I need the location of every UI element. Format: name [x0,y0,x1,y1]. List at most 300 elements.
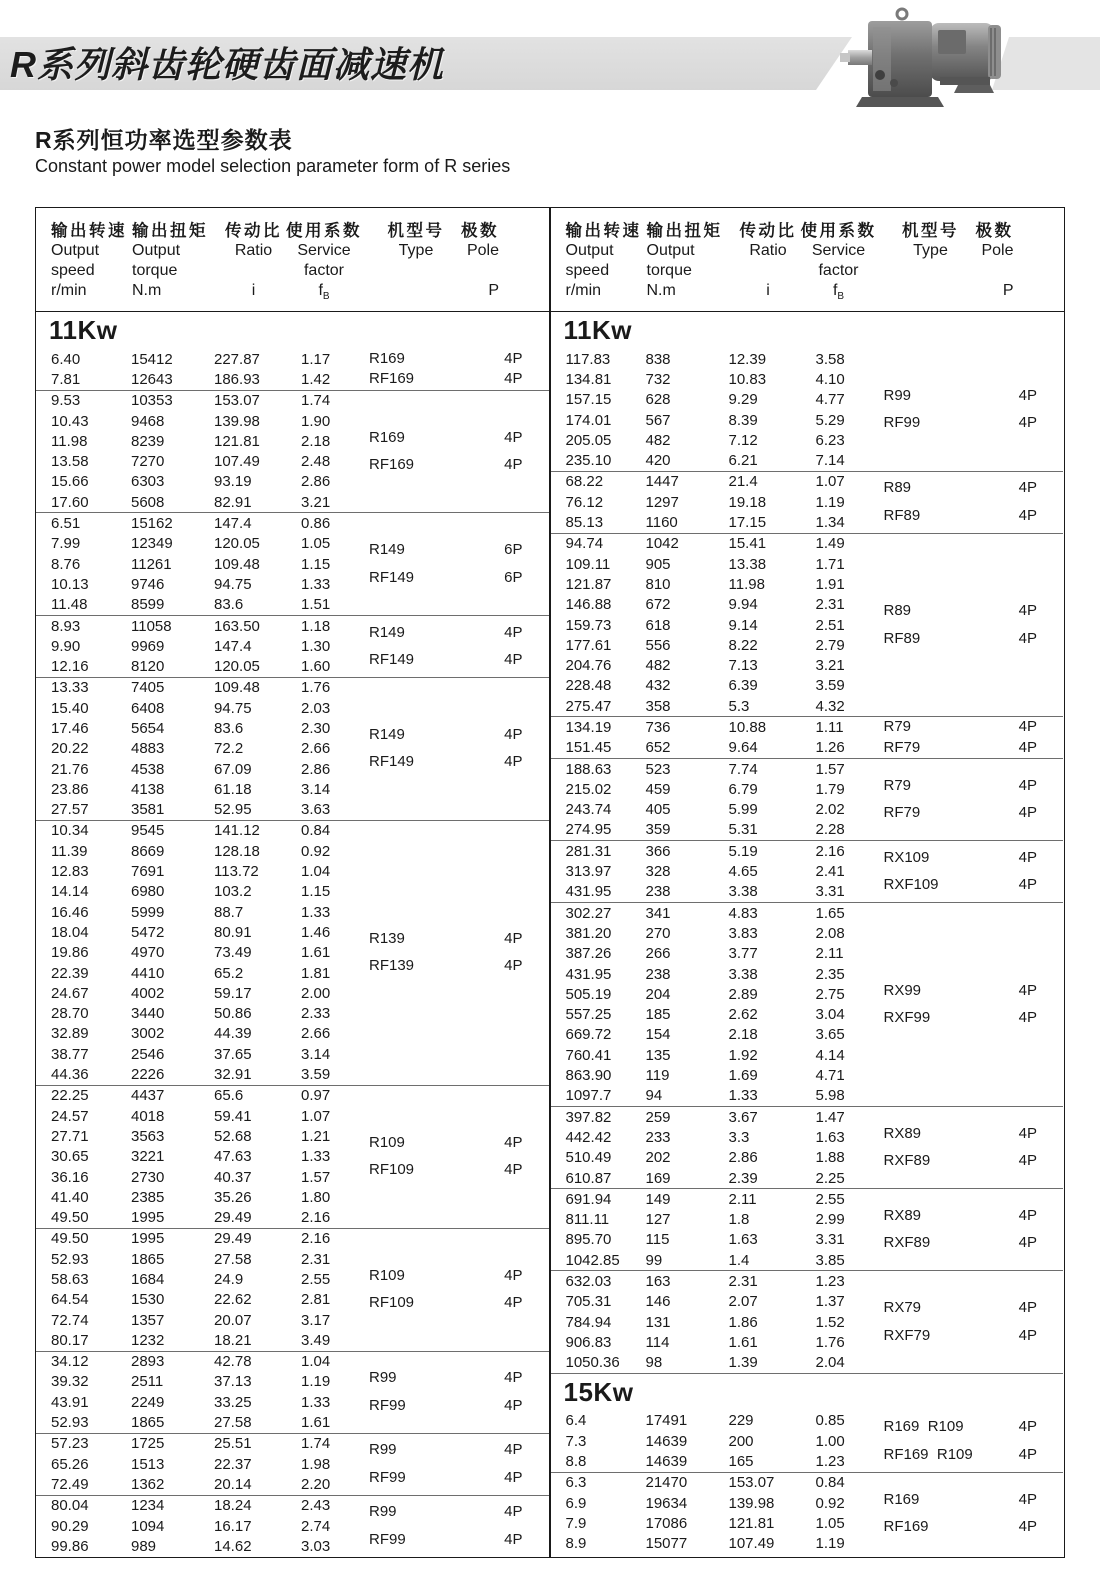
cell-output-speed: 72.49 [51,1475,89,1493]
cell-output-speed: 275.47 [565,697,612,715]
model-group [551,1472,1064,1554]
cell-output-torque: 1232 [131,1331,165,1349]
cell-ratio: 3.3 [728,1128,750,1146]
col-header-pole [421,221,499,301]
cell-ratio: 153.07 [728,1474,775,1492]
cell-ratio: 9.94 [728,596,758,614]
cell-service-factor: 1.76 [301,679,331,697]
cell-ratio: 7.74 [728,760,758,778]
model-type-block [884,1107,1064,1188]
model-group [551,1411,1064,1472]
model-type-line [884,413,1064,433]
cell-ratio: 29.49 [214,1209,252,1227]
cell-service-factor: 3.63 [301,801,331,819]
cell-service-factor: 3.31 [815,1231,845,1249]
cell-output-speed: 38.77 [51,1045,89,1063]
model-type-line [884,738,1064,758]
cell-output-speed: 274.95 [565,821,612,839]
cell-output-torque: 1865 [131,1250,165,1268]
cell-output-torque: 204 [645,985,671,1003]
cell-output-torque: 1234 [131,1497,165,1515]
cell-output-speed: 1050.36 [565,1354,620,1372]
model-type-block [369,821,549,1085]
cell-output-torque: 8669 [131,842,165,860]
cell-ratio: 1.92 [728,1046,758,1064]
cell-output-torque: 6980 [131,883,165,901]
model-type: RF169 [369,370,415,388]
pole-count: 6P [504,568,523,586]
cell-service-factor: 1.49 [815,535,845,553]
cell-ratio: 27.58 [214,1414,252,1432]
cell-output-speed: 30.65 [51,1148,89,1166]
cell-output-speed: 205.05 [565,431,612,449]
cell-service-factor: 2.66 [301,1025,331,1043]
cell-output-speed: 174.01 [565,411,612,429]
cell-output-speed: 281.31 [565,842,612,860]
cell-output-speed: 134.19 [565,718,612,736]
cell-output-speed: 204.76 [565,657,612,675]
pole-count: 4P [1018,1418,1037,1436]
cell-service-factor: 1.51 [301,596,331,614]
cell-output-torque: 7691 [131,863,165,881]
cell-output-speed: 18.04 [51,923,89,941]
cell-ratio: 139.98 [728,1494,775,1512]
cell-ratio: 32.91 [214,1066,252,1084]
cell-ratio: 121.81 [728,1514,775,1532]
cell-output-speed: 6.40 [51,350,81,368]
model-type-block [369,1229,549,1351]
cell-ratio: 6.79 [728,780,758,798]
cell-service-factor: 1.33 [301,1148,331,1166]
pole-count: 4P [504,370,523,388]
model-type-block [884,717,1064,758]
cell-output-speed: 72.74 [51,1311,89,1329]
cell-output-torque: 366 [645,842,671,860]
cell-service-factor: 1.88 [815,1149,845,1167]
cell-output-torque: 14639 [645,1432,688,1450]
cell-service-factor: 4.77 [815,391,845,409]
cell-ratio: 120.05 [214,535,260,553]
cell-output-torque: 15162 [131,515,173,533]
model-type-line [884,776,1064,796]
cell-ratio: 186.93 [214,370,260,388]
pole-count: 4P [1018,506,1037,524]
cell-output-torque: 185 [645,1006,671,1024]
cell-output-torque: 736 [645,718,671,736]
model-type: RF169 [883,1517,929,1535]
model-type: RF169 [369,455,415,473]
pole-count: 4P [504,1468,523,1486]
model-type: R89 [883,602,912,620]
pole-count: 4P [504,623,523,641]
cell-ratio: 8.22 [728,636,758,654]
cell-service-factor: 2.79 [815,636,845,654]
model-type: RF79 [883,804,921,822]
cell-ratio: 1.69 [728,1067,758,1085]
cell-output-torque: 19634 [645,1494,688,1512]
cell-output-speed: 7.99 [51,535,81,553]
model-type: R169 [369,350,405,367]
cell-output-torque: 482 [645,431,671,449]
cell-output-speed: 23.86 [51,780,89,798]
cell-output-torque: 98 [645,1354,663,1372]
cell-service-factor: 2.16 [301,1209,331,1227]
cell-output-torque: 1042 [645,535,679,553]
cell-output-torque: 1684 [131,1271,165,1288]
cell-ratio: 2.07 [728,1293,758,1311]
model-type: RF79 [883,738,921,756]
model-type: R109 [369,1133,405,1151]
model-type-block [884,841,1064,902]
cell-output-torque: 4018 [131,1107,165,1125]
cell-ratio: 3.83 [728,924,758,942]
cell-service-factor: 3.85 [815,1251,845,1269]
cell-output-torque: 2546 [131,1045,165,1063]
col-label-en: factor [818,262,859,279]
table-header-left [36,208,549,311]
cell-service-factor: 1.42 [301,370,331,388]
cell-ratio: 73.49 [214,944,252,962]
cell-ratio: 80.91 [214,923,252,941]
cell-output-torque: 989 [131,1537,157,1555]
cell-output-torque: 1725 [131,1435,165,1453]
cell-ratio: 10.88 [728,718,767,736]
cell-output-torque: 149 [645,1190,671,1208]
cell-output-speed: 7.3 [565,1432,587,1450]
model-type: RF99 [369,1530,406,1548]
cell-ratio: 5.99 [728,801,758,819]
model-type-block [884,1271,1064,1372]
cell-service-factor: 3.17 [301,1311,331,1329]
cell-service-factor: 1.47 [815,1108,845,1126]
cell-ratio: 229 [728,1412,754,1430]
cell-service-factor: 0.92 [301,842,331,860]
cell-ratio: 2.62 [728,1006,758,1024]
pole-count: 4P [1018,1206,1037,1224]
cell-output-torque: 523 [645,760,671,778]
cell-output-speed: 32.89 [51,1025,89,1043]
cell-service-factor: 0.85 [815,1412,845,1430]
model-type: RF139 [369,957,415,975]
cell-service-factor: 2.81 [301,1291,331,1309]
cell-service-factor: 2.74 [301,1517,331,1535]
cell-output-speed: 863.90 [565,1067,612,1085]
model-type: R109 [369,1266,405,1284]
cell-ratio: 11.98 [728,575,765,593]
cell-ratio: 5.31 [728,821,758,839]
cell-ratio: 3.38 [728,883,758,901]
model-type: R149 [369,623,405,641]
model-group [36,1495,549,1557]
cell-output-torque: 3440 [131,1005,165,1023]
cell-output-torque: 202 [645,1149,671,1167]
model-type-block [884,1411,1064,1472]
cell-ratio: 2.18 [728,1026,758,1044]
cell-output-speed: 57.23 [51,1435,89,1453]
model-type-block [369,1496,549,1557]
cell-output-speed: 15.40 [51,699,89,717]
cell-service-factor: 2.86 [301,760,331,778]
pole-count: 4P [504,428,523,446]
model-type-line [369,1133,549,1153]
col-label-zh: 输出扭矩 [132,222,208,240]
model-type-line [369,1293,549,1313]
model-group [551,471,1064,533]
cell-output-torque: 14639 [645,1453,688,1471]
cell-ratio: 147.4 [214,515,252,533]
cell-output-speed: 10.43 [51,412,89,430]
cell-output-speed: 760.41 [565,1046,612,1064]
cell-ratio: 4.65 [728,863,758,881]
col-label-en: factor [303,262,344,279]
cell-output-speed: 121.87 [565,575,612,593]
cell-output-torque: 1297 [645,493,679,511]
cell-output-speed: 6.4 [565,1412,587,1430]
cell-output-torque: 7270 [131,453,165,471]
cell-ratio: 3.67 [728,1108,758,1126]
cell-ratio: 67.09 [214,760,252,778]
cell-service-factor: 2.51 [815,616,845,634]
model-type-line [369,568,549,588]
model-type-line [884,875,1064,895]
model-type-block [884,534,1064,717]
cell-ratio: 15.41 [728,535,767,553]
pole-count: 4P [1018,479,1037,497]
cell-ratio: 93.19 [214,473,252,491]
col-label-zh: 传动比 [739,222,797,240]
cell-ratio: 82.91 [214,493,252,511]
cell-ratio: 10.83 [728,370,767,388]
pole-count: 4P [1018,981,1037,999]
model-type: RX89 [883,1206,922,1224]
cell-output-torque: 556 [645,636,671,654]
cell-service-factor: 2.55 [301,1271,331,1288]
pole-count: 4P [1018,1124,1037,1142]
pole-count: 6P [504,541,523,559]
pole-count: 4P [1018,804,1037,822]
cell-output-speed: 159.73 [565,616,612,634]
cell-service-factor: 2.16 [815,842,845,860]
cell-output-torque: 5608 [131,493,165,511]
cell-service-factor: 7.14 [815,452,845,470]
col-unit: i [251,282,256,299]
cell-service-factor: 2.20 [301,1475,331,1493]
cell-ratio: 65.6 [214,1087,244,1105]
cell-output-torque: 328 [645,863,671,881]
cell-output-torque: 12349 [131,535,173,553]
cell-output-torque: 266 [645,945,671,963]
cell-output-speed: 17.46 [51,719,89,737]
cell-ratio: 40.37 [214,1168,252,1186]
model-type: RF99 [369,1468,406,1486]
cell-ratio: 3.77 [728,945,758,963]
model-type: RXF109 [883,876,939,894]
col-label-zh: 机型号 [387,222,445,240]
cell-output-speed: 8.93 [51,617,81,635]
cell-output-speed: 94.74 [565,535,604,553]
cell-output-speed: 10.13 [51,575,89,593]
cell-output-speed: 16.46 [51,903,89,921]
model-type-line [369,540,549,560]
model-type-line [369,1160,549,1180]
cell-output-torque: 4410 [131,964,165,982]
cell-service-factor: 2.41 [815,863,845,881]
cell-output-speed: 215.02 [565,780,612,798]
col-unit: i [766,282,770,299]
col-label-en: Service [811,242,866,259]
model-type: R169 R109 [883,1418,964,1436]
col-unit: $f_B$ [318,282,330,303]
model-type: RX99 [883,981,922,999]
cell-service-factor: 2.43 [301,1497,331,1515]
cell-output-speed: 11.48 [51,596,88,614]
cell-service-factor: 1.19 [301,1373,331,1391]
model-type-line [369,428,549,448]
model-type: RF89 [883,506,921,524]
cell-output-torque: 5999 [131,903,165,921]
pole-count: 4P [504,929,523,947]
pole-count: 4P [504,1441,523,1459]
cell-output-torque: 4970 [131,944,165,962]
cell-service-factor: 1.15 [301,883,331,901]
cell-output-speed: 1097.7 [565,1087,612,1105]
cell-output-speed: 691.94 [565,1190,612,1208]
cell-output-torque: 4437 [131,1087,165,1105]
cell-service-factor: 1.37 [815,1293,845,1311]
cell-service-factor: 1.57 [815,760,845,778]
cell-service-factor: 1.05 [301,535,331,553]
model-type-block [369,1352,549,1433]
cell-output-speed: 6.51 [51,515,81,533]
model-type-line [369,349,549,369]
cell-ratio: 9.14 [728,616,758,634]
cell-output-speed: 134.81 [565,370,612,388]
model-type: RX79 [883,1299,922,1317]
cell-service-factor: 2.16 [301,1230,331,1248]
model-type-line [369,1502,549,1522]
cell-service-factor: 2.25 [815,1169,845,1187]
cell-output-torque: 17491 [645,1412,688,1430]
cell-ratio: 5.19 [728,842,758,860]
cell-service-factor: 2.99 [815,1211,845,1229]
cell-service-factor: 0.92 [815,1494,845,1512]
cell-service-factor: 2.31 [301,1250,331,1268]
col-label-zh: 输出扭矩 [646,222,723,240]
cell-output-torque: 4883 [131,740,165,758]
cell-ratio: 6.39 [728,677,758,695]
cell-output-speed: 27.71 [51,1127,89,1145]
cell-output-speed: 6.3 [565,1474,587,1492]
cell-output-torque: 2226 [131,1066,165,1084]
cell-output-torque: 2730 [131,1168,165,1186]
pole-count: 4P [504,753,523,771]
cell-output-speed: 64.54 [51,1291,89,1309]
col-label-en: Ratio [749,242,787,259]
cell-service-factor: 1.33 [301,1393,331,1411]
cell-output-speed: 12.83 [51,863,89,881]
cell-output-speed: 58.63 [51,1271,89,1288]
cell-output-speed: 431.95 [565,965,612,983]
col-label-zh: 使用系数 [800,222,877,240]
cell-output-torque: 1513 [131,1455,165,1473]
model-type: RF99 [883,414,921,432]
model-type-line [884,1206,1064,1226]
cell-output-speed: 9.90 [51,637,81,655]
cell-output-torque: 270 [645,924,671,942]
model-type-line [884,1233,1064,1253]
cell-ratio: 227.87 [214,350,260,368]
cell-output-speed: 235.10 [565,452,612,470]
cell-service-factor: 0.84 [301,822,331,840]
cell-output-speed: 13.58 [51,453,89,471]
cell-ratio: 109.48 [214,555,260,573]
cell-service-factor: 1.26 [815,739,845,757]
cell-service-factor: 2.08 [815,924,845,942]
cell-output-speed: 8.9 [565,1535,587,1553]
cell-ratio: 94.75 [214,699,252,717]
cell-ratio: 2.39 [728,1169,758,1187]
cell-ratio: 83.6 [214,596,244,614]
model-type: RF109 [369,1294,415,1312]
cell-output-torque: 21470 [645,1474,688,1492]
model-group [36,1433,549,1495]
model-type: R169 [883,1490,920,1508]
model-type-line [884,848,1064,868]
cell-output-torque: 9468 [131,412,165,430]
pole-count: 4P [1018,629,1037,647]
cell-output-speed: 80.04 [51,1497,89,1515]
cell-service-factor: 0.86 [301,515,331,533]
model-type-block [884,472,1064,533]
cell-output-speed: 7.81 [51,370,81,388]
cell-ratio: 14.62 [214,1537,252,1555]
cell-ratio: 72.2 [214,740,244,758]
cell-ratio: 18.21 [214,1331,252,1349]
table-header-right [551,208,1064,311]
cell-output-speed: 99.86 [51,1537,89,1555]
cell-output-speed: 146.88 [565,596,612,614]
col-label-en: Output [646,242,695,259]
cell-output-speed: 431.95 [565,883,612,901]
cell-service-factor: 1.18 [301,617,331,635]
model-type-line [884,1490,1064,1510]
cell-ratio: 61.18 [214,780,252,798]
cell-output-torque: 11058 [131,617,172,635]
model-type-block [369,678,549,820]
model-type: RF149 [369,753,415,771]
col-label-en: Output [132,242,181,259]
cell-output-speed: 52.93 [51,1414,89,1432]
col-label-zh: 极数 [461,222,499,240]
cell-service-factor: 5.98 [815,1087,845,1105]
cell-output-torque: 2249 [131,1393,165,1411]
model-type-block [884,759,1064,840]
cell-ratio: 2.31 [728,1273,758,1290]
model-type: RXF99 [883,1009,931,1026]
cell-ratio: 22.37 [214,1455,252,1473]
cell-output-speed: 784.94 [565,1313,612,1331]
cell-output-speed: 19.86 [51,944,89,962]
col-unit: $f_B$ [832,282,845,303]
cell-output-speed: 669.72 [565,1026,612,1044]
cell-service-factor: 1.61 [301,944,331,962]
model-group [551,902,1064,1106]
model-type: R79 [883,776,912,794]
cell-output-torque: 3002 [131,1025,165,1043]
model-group [36,512,549,614]
cell-output-torque: 8599 [131,596,165,614]
cell-ratio: 9.29 [728,391,758,409]
